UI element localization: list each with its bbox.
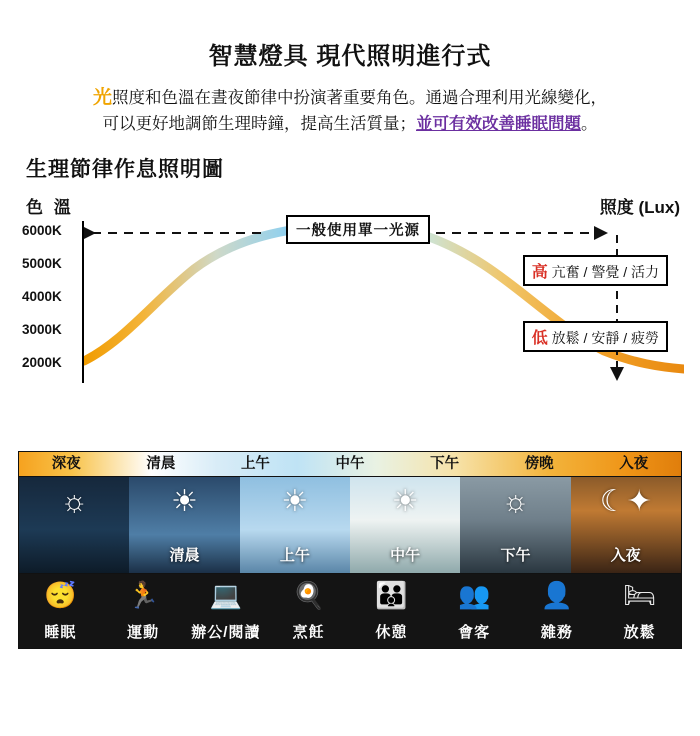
y-tick-6000: 6000K (22, 223, 62, 238)
activity-label-4: 休憩 (375, 624, 408, 641)
activity-label-0: 睡眠 (44, 624, 77, 641)
scene-night-city (19, 477, 129, 573)
intro-line2-text: 可以更好地調節生理時鐘，提高生活質量； (102, 115, 416, 133)
low-text: 放鬆 / 安靜 / 疲勞 (551, 330, 659, 346)
night-city-icon: ☼ (60, 485, 88, 518)
scene-morning (240, 477, 350, 573)
high-key: 高 (531, 264, 548, 281)
time-segment-noon: 中午 (335, 456, 365, 472)
time-segment-afternoon: 下午 (430, 456, 460, 472)
resting-person-icon: 👪 (375, 580, 408, 610)
y-tick-5000: 5000K (22, 256, 62, 271)
scene-caption-5: 入夜 (610, 547, 641, 564)
sun-small-icon: ☀ (281, 485, 309, 518)
color-temperature-curve (84, 221, 684, 381)
activity-office-reading (185, 574, 268, 648)
right-axis-title: 照度 (Lux) (599, 198, 680, 217)
activity-relax (598, 574, 681, 648)
scene-night (571, 477, 681, 573)
activity-guests (433, 574, 516, 648)
scene-noon (350, 477, 460, 573)
intro-line2 (18, 111, 682, 137)
activity-sleep (19, 574, 102, 648)
daily-rhythm-panels (18, 451, 682, 649)
activity-label-3: 烹飪 (292, 624, 325, 641)
activity-label-2: 辦公/閱讀 (191, 624, 261, 641)
scene-sunrise (129, 477, 239, 573)
high-text: 亢奮 / 警覺 / 活力 (551, 264, 659, 280)
low-illuminance-note (523, 321, 668, 352)
high-illuminance-note (523, 255, 668, 286)
chores-person-icon: 👤 (540, 580, 574, 610)
intro-highlight: 並可有效改善睡眠問題 (416, 115, 581, 133)
activity-exercise (102, 574, 185, 648)
lamp-icon: ☼ (501, 485, 530, 518)
sunrise-icon: ☀ (171, 485, 198, 518)
activity-cooking (267, 574, 350, 648)
section-subtitle: 生理節律作息照明圖 (26, 158, 224, 181)
y-tick-3000: 3000K (22, 322, 62, 337)
intro-line2-end: 。 (581, 115, 598, 133)
activity-label-7: 放鬆 (623, 624, 656, 641)
time-segment-night: 入夜 (619, 456, 649, 472)
time-segment-morning: 上午 (240, 456, 270, 472)
intro-line1-text: 照度和色溫在晝夜節律中扮演著重要角色。通過合理利用光線變化， (112, 89, 607, 107)
time-segment-dawn: 清晨 (146, 456, 176, 472)
activity-rest (350, 574, 433, 648)
cooking-person-icon: 🍳 (292, 580, 325, 610)
activity-label-1: 運動 (127, 624, 160, 641)
activity-strip (19, 574, 681, 648)
scene-caption-4: 下午 (500, 547, 531, 564)
circadian-chart (18, 193, 682, 388)
scene-afternoon (460, 477, 570, 573)
y-tick-2000: 2000K (22, 355, 62, 370)
moon-star-icon: ☾✦ (599, 485, 652, 518)
desk-person-icon: 💻 (209, 580, 243, 610)
activity-label-5: 會客 (458, 624, 491, 641)
sun-icon: ☀ (391, 485, 419, 518)
time-segment-midnight: 深夜 (51, 456, 81, 472)
time-segment-bar (19, 452, 681, 477)
scene-strip (19, 477, 681, 574)
intro-paragraph (18, 85, 682, 137)
low-key: 低 (531, 330, 548, 347)
y-tick-4000: 4000K (22, 289, 62, 304)
relax-person-icon: 🛏 (623, 580, 657, 610)
activity-chores (516, 574, 599, 648)
page-title: 智慧燈具 現代照明進行式 (208, 43, 492, 70)
guest-person-icon: 👥 (457, 580, 491, 610)
scene-caption-2: 上午 (279, 547, 310, 564)
time-segment-evening: 傍晚 (524, 456, 554, 472)
y-axis-title: 色 溫 (26, 198, 74, 217)
scene-caption-3: 中午 (390, 547, 421, 564)
running-person-icon: 🏃 (126, 580, 160, 610)
single-light-source-note: 一般使用單一光源 (286, 215, 430, 244)
scene-caption-1: 清晨 (169, 547, 200, 564)
activity-label-6: 雜務 (540, 624, 573, 641)
sleeping-person-icon: 😴 (44, 580, 77, 610)
intro-lead-character: 光 (92, 87, 112, 108)
